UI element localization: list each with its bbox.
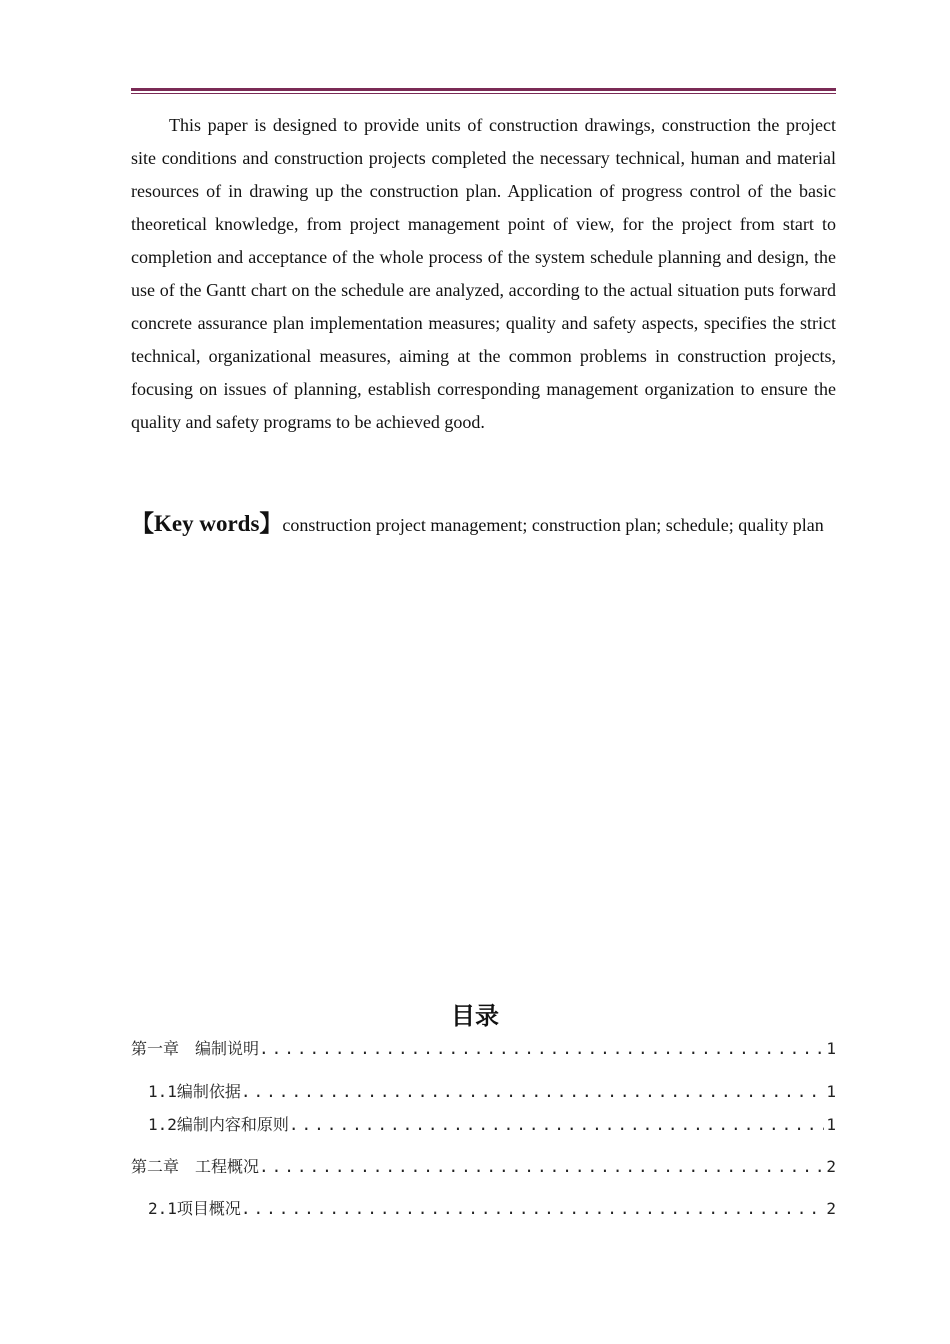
header-rule-thin (131, 93, 836, 94)
toc-entry-text: 1.2编制内容和原则 (148, 1115, 289, 1134)
keywords-label: 【Key words】 (131, 511, 283, 536)
toc-title: 目录 (451, 1002, 499, 1030)
toc-dot-leader (289, 1115, 824, 1134)
toc-entry-text: 第一章 编制说明 (131, 1039, 260, 1058)
toc-page-number: 1 (826, 1115, 836, 1134)
toc-dot-leader (241, 1199, 824, 1218)
toc-entry-chapter-2[interactable] (131, 1154, 836, 1178)
toc-entry-text: 1.1编制依据 (148, 1082, 241, 1101)
header-rule (131, 88, 836, 95)
toc-entry-text: 第二章 工程概况 (131, 1157, 260, 1176)
toc-entry-1-2[interactable] (148, 1112, 836, 1136)
toc-dot-leader (259, 1157, 824, 1176)
keywords-paragraph (131, 509, 836, 540)
toc-dot-leader (241, 1082, 824, 1101)
toc-page-number: 2 (826, 1157, 836, 1176)
toc-page-number: 1 (826, 1082, 836, 1101)
abstract-paragraph: This paper is designed to provide units of construction drawings, construction the project site conditions and construction projects completed the necessary technical, human and material resources of in drawing up the construction plan. Application of progress control of the basic theoretical knowledge, from project management point of view, for the project from start to completion and acceptance of the whole process of the system schedule planning and design, the use of the Gantt chart on the schedule are analyzed, according to the actual situation puts forward concrete assurance plan implementation measures; quality and safety aspects, specifies the strict technical, organizational measures, aiming at the common problems in construction projects, focusing on issues of planning, establish corresponding management organization to ensure the quality and safety programs to be achieved good. (131, 115, 836, 432)
toc-entry-2-1[interactable] (148, 1196, 836, 1220)
toc-page-number: 2 (826, 1199, 836, 1218)
toc-page-number: 1 (826, 1039, 836, 1058)
toc-entry-text: 2.1项目概况 (148, 1199, 241, 1218)
keywords-text: construction project management; construction plan; schedule; quality plan (282, 515, 824, 535)
toc-entry-1-1[interactable] (148, 1079, 836, 1103)
toc-entry-chapter-1[interactable] (131, 1036, 836, 1060)
header-rule-thick (131, 88, 836, 91)
toc-dot-leader (259, 1039, 824, 1058)
